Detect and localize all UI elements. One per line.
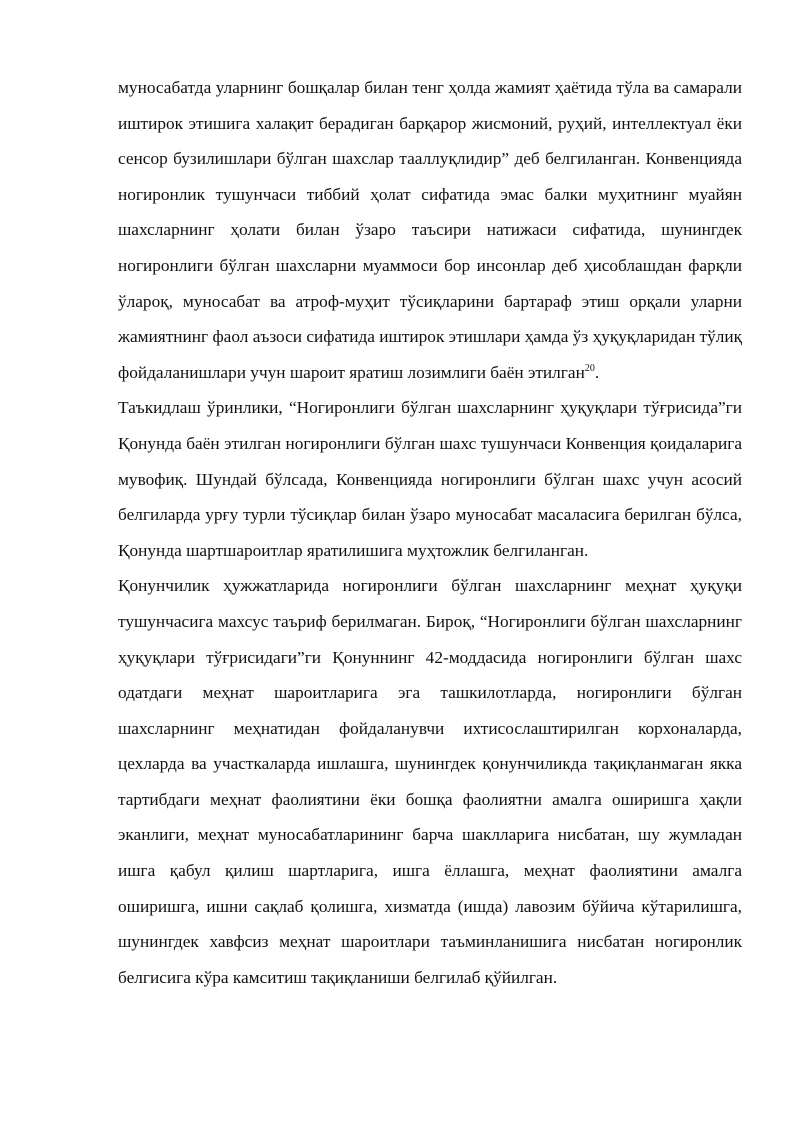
- paragraph-1-end: .: [594, 362, 600, 382]
- paragraph-1-text: муносабатда уларнинг бошқалар билан тенг ҳолда жамият ҳаётида тўла ва самарали иштирок этишига халақит берадиган барқарор жисмоний, руҳий, интеллектуал ёки сенсор бузилишлари бўлган шахслар тааллуқлидир” деб белгиланган. Конвенцияда ногиронлик тушунчаси тиббий ҳолат сифатида эмас балки муҳитнинг муайян шахсларнинг ҳолати билан ўзаро таъсири натижаси сифатида, шунингдек ногиронлиги бўлган шахсларни муаммоси бор инсонлар деб ҳисоблашдан фарқли ўлароқ, муносабат ва атроф-муҳит тўсиқларини бартараф этиш орқали уларни жамиятнинг фаол аъзоси сифатида иштирок этишлари ҳамда ўз ҳуқуқларидан тўлиқ фойдаланишлари учун шароит яратиш лозимлиги баён этилган: [118, 78, 742, 382]
- paragraph-2: Таъкидлаш ўринлики, “Ногиронлиги бўлган шахсларнинг ҳуқуқлари тўғрисида”ги Қонунда баён этилган ногиронлиги бўлган шахс тушунчаси Конвенция қоидаларига мувофиқ. Шундай бўлсада, Конвенцияда ногиронлиги бўлган шахс учун асосий белгиларда урғу турли тўсиқлар билан ўзаро муносабат масаласига берилган бўлса, Қонунда шартшароитлар яратилишига муҳтожлик белгиланган.: [118, 398, 742, 560]
- paragraph-1: [118, 70, 742, 390]
- document-page: [118, 70, 742, 995]
- paragraph-3: Қонунчилик ҳужжатларида ногиронлиги бўлган шахсларнинг меҳнат ҳуқуқи тушунчасига махсус таъриф берилмаган. Бироқ, “Ногиронлиги бўлган шахсларнинг ҳуқуқлари тўғрисидаги”ги Қонуннинг 42-моддасида ногиронлиги бўлган шахс одатдаги меҳнат шароитларига эга ташкилотларда, ногиронлиги бўлган шахсларнинг меҳнатидан фойдаланувчи ихтисослаштирилган корхоналарда, цехларда ва участкаларда ишлашга, шунингдек қонунчиликда тақиқланмаган якка тартибдаги меҳнат фаолиятини ёки бошқа фаолиятни амалга оширишга ҳақли эканлиги, меҳнат муносабатларининг барча шаклларига нисбатан, шу жумладан ишга қабул қилиш шартларига, ишга ёллашга, меҳнат фаолиятини амалга оширишга, ишни сақлаб қолишга, хизматда (ишда) лавозим бўйича кўтарилишга, шунингдек хавфсиз меҳнат шароитлари таъминланишига нисбатан ногиронлик белгисига кўра камситиш тақиқланиши белгилаб қўйилган.: [118, 576, 742, 987]
- footnote-reference[interactable]: 20: [584, 362, 595, 374]
